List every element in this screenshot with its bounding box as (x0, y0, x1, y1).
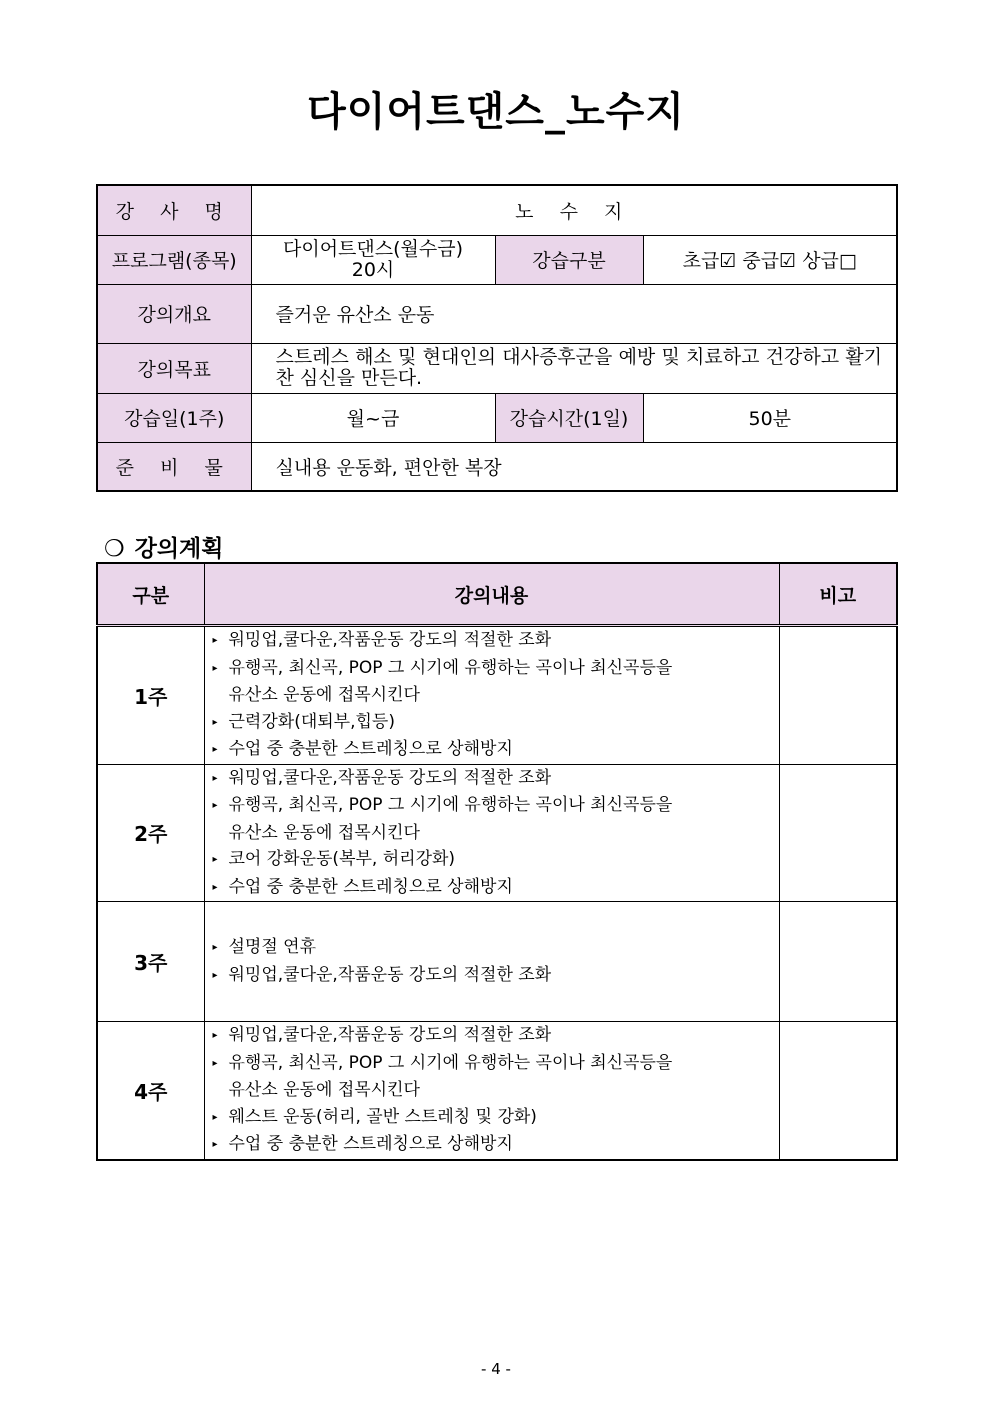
week-note (779, 902, 897, 1022)
col-note-header: 비고 (779, 563, 897, 626)
content-item-text: 코어 강화운동(복부, 허리강화) (228, 849, 456, 869)
document-title: 다이어트댄스_노수지 (307, 89, 685, 135)
triangle-bullet-icon: ▸ (212, 635, 218, 646)
content-item-text: 수업 중 충분한 스트레칭으로 상해방지 (228, 876, 513, 897)
content-item-text: 수업 중 충분한 스트레칭으로 상해방지 (228, 1134, 513, 1154)
days-label: 강습일(1주) (97, 393, 251, 442)
triangle-bullet-icon: ▸ (212, 1057, 218, 1069)
triangle-bullet-icon: ▸ (212, 969, 218, 981)
content-item-text: 유행곡, 최신곡, POP 그 시기에 유행하는 곡이나 최신곡등을 (228, 1052, 673, 1073)
triangle-bullet-icon: ▸ (212, 942, 218, 953)
schedule-row (97, 393, 897, 442)
program-row (97, 235, 897, 284)
week-content (204, 626, 779, 765)
content-item (213, 874, 779, 902)
program-label: 프로그램(종목) (97, 235, 251, 284)
week-note (779, 1022, 897, 1160)
level-value: 초급☑ 중급☑ 상급□ (643, 235, 897, 284)
time-label: 강습시간(1일) (495, 393, 643, 442)
triangle-bullet-icon: ▸ (212, 772, 218, 784)
week-note (779, 626, 897, 765)
time-value: 50분 (643, 393, 897, 442)
goal-value: 스트레스 해소 및 현대인의 대사증후군을 예방 및 치료하고 건강하고 활기찬 심신을 만든다. (251, 343, 897, 393)
week-note (779, 764, 897, 902)
days-value: 월~금 (251, 393, 495, 442)
overview-value: 즐거운 유산소 운동 (251, 284, 897, 343)
content-item-text: 유산소 운동에 접목시킨다 (228, 685, 420, 705)
triangle-bullet-icon: ▸ (212, 716, 218, 728)
content-item (213, 736, 779, 764)
content-item-text: 설명절 연휴 (228, 937, 317, 957)
triangle-bullet-icon: ▸ (212, 744, 218, 755)
triangle-bullet-icon: ▸ (212, 1139, 218, 1150)
week-content (204, 764, 779, 902)
content-item-text: 워밍업,쿨다운,작품운동 강도의 적절한 조화 (228, 1025, 552, 1045)
col-week-header: 구분 (97, 563, 204, 626)
content-item (213, 627, 779, 655)
week-row (97, 764, 897, 902)
content-item (213, 934, 779, 962)
content-item (213, 792, 779, 820)
page-number: - 4 - (481, 1360, 511, 1378)
plan-heading (104, 530, 224, 563)
program-value: 다이어트댄스(월수금) 20시 (251, 235, 495, 284)
content-item (213, 962, 779, 990)
content-item (213, 1104, 779, 1132)
overview-label: 강의개요 (97, 284, 251, 343)
content-item (213, 709, 779, 737)
course-info-table (96, 184, 898, 492)
content-item-text: 유행곡, 최신곡, POP 그 시기에 유행하는 곡이나 최신곡등을 (228, 657, 673, 678)
content-item (213, 820, 779, 847)
content-item (213, 655, 779, 683)
content-item-text: 웨스트 운동(허리, 골반 스트레칭 및 강화) (228, 1106, 537, 1127)
triangle-bullet-icon: ▸ (212, 1111, 218, 1123)
week-content (204, 1022, 779, 1160)
plan-header-row (97, 563, 897, 626)
prep-label: 준 비 물 (97, 442, 251, 491)
content-item-text: 유산소 운동에 접목시킨다 (228, 822, 420, 843)
prep-row (97, 442, 897, 491)
week-content (204, 902, 779, 1022)
lecture-plan-table (96, 562, 898, 1161)
content-item-text: 수업 중 충분한 스트레칭으로 상해방지 (228, 739, 513, 759)
week-row (97, 902, 897, 1022)
content-item-text: 근력강화(대퇴부,힙등) (228, 711, 395, 732)
triangle-bullet-icon: ▸ (212, 1030, 218, 1041)
content-item-text: 워밍업,쿨다운,작품운동 강도의 적절한 조화 (228, 767, 552, 788)
content-item (213, 1077, 779, 1104)
week-label: 1주 (97, 626, 204, 765)
content-item (213, 1131, 779, 1159)
col-content-header: 강의내용 (204, 563, 779, 626)
goal-label: 강의목표 (97, 343, 251, 393)
content-item (213, 1050, 779, 1078)
week-row (97, 1022, 897, 1160)
content-item-text: 워밍업,쿨다운,작품운동 강도의 적절한 조화 (228, 630, 552, 650)
instructor-label: 강 사 명 (97, 185, 251, 235)
goal-row (97, 343, 897, 393)
prep-value: 실내용 운동화, 편안한 복장 (251, 442, 897, 491)
instructor-value: 노 수 지 (251, 185, 897, 235)
content-item (213, 765, 779, 793)
week-label: 4주 (97, 1022, 204, 1160)
circle-bullet-icon: ❍ (104, 536, 125, 562)
content-item (213, 1022, 779, 1050)
triangle-bullet-icon: ▸ (212, 800, 218, 811)
content-item (213, 846, 779, 874)
level-label: 강습구분 (495, 235, 643, 284)
instructor-row (97, 185, 897, 235)
overview-row (97, 284, 897, 343)
content-item-text: 워밍업,쿨다운,작품운동 강도의 적절한 조화 (228, 964, 552, 985)
triangle-bullet-icon: ▸ (212, 662, 218, 674)
content-item-text: 유행곡, 최신곡, POP 그 시기에 유행하는 곡이나 최신곡등을 (228, 795, 673, 815)
triangle-bullet-icon: ▸ (212, 854, 218, 865)
week-label: 3주 (97, 902, 204, 1022)
content-item-text: 유산소 운동에 접목시킨다 (228, 1080, 420, 1100)
week-row (97, 626, 897, 765)
triangle-bullet-icon: ▸ (212, 881, 218, 893)
week-label: 2주 (97, 764, 204, 902)
plan-heading-text: 강의계획 (134, 536, 224, 562)
content-item (213, 682, 779, 709)
